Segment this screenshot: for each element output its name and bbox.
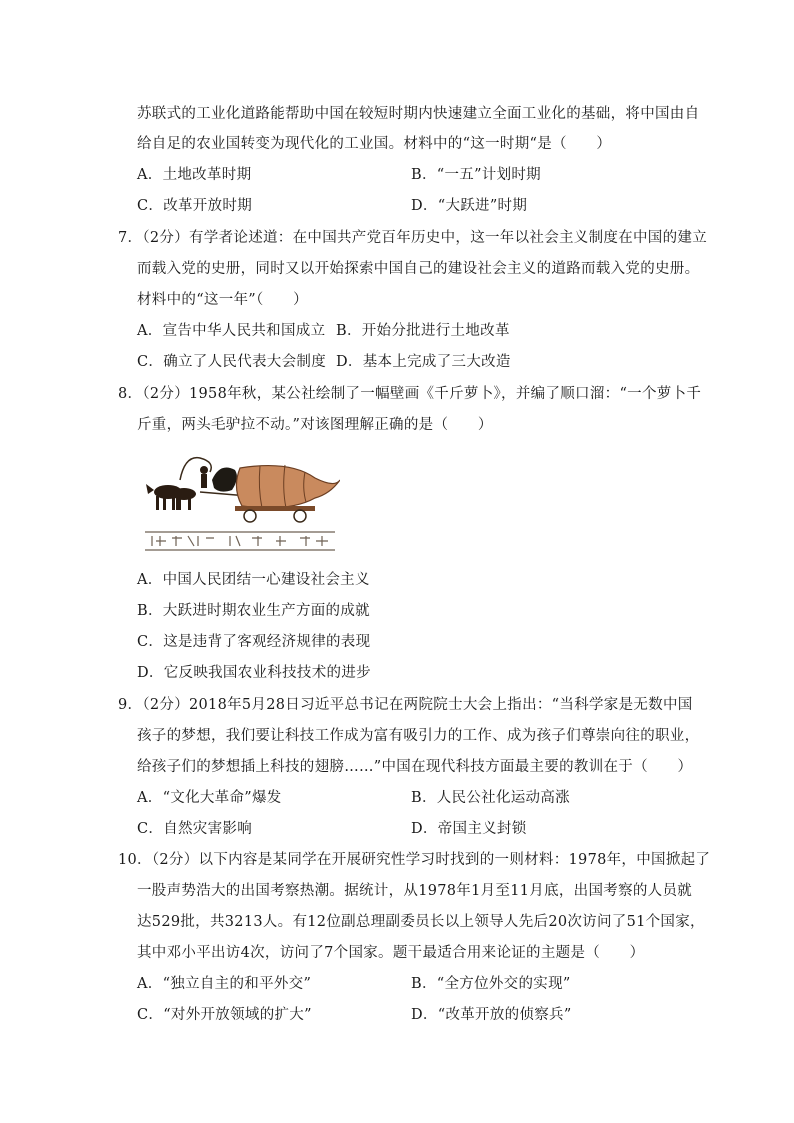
q8-stem-line-2: 斤重，两头毛驴拉不动。”对该图理解正确的是（ ）	[137, 417, 493, 433]
q7-option-a: A．宣告中华人民共和国成立	[137, 323, 326, 339]
q6-option-d: D．“大跃进”时期	[411, 198, 528, 214]
q9-stem-line-2: 孩子的梦想，我们要让科技工作成为富有吸引力的工作、成为孩子们尊崇向往的职业，	[137, 728, 700, 744]
q10-stem-line-4: 其中邓小平出访4次，访问了7个国家。题干最适合用来论证的主题是（ ）	[137, 945, 645, 961]
q7-stem-line-1: 7．（2分）有学者论述道：在中国共产党百年历史中，这一年以社会主义制度在中国的建立	[118, 230, 707, 246]
q7-option-b: B．开始分批进行土地改革	[336, 323, 510, 339]
q7-option-c: C．确立了人民代表大会制度	[137, 354, 326, 370]
q7-stem-line-3: 材料中的“这一年”（ ）	[137, 292, 308, 308]
q10-stem-line-1: 10．（2分）以下内容是某同学在开展研究性学习时找到的一则材料：1978年，中国掀起了	[118, 852, 711, 868]
q9-option-a: A．“文化大革命”爆发	[137, 790, 282, 806]
q10-option-c: C．“对外开放领域的扩大”	[137, 1007, 312, 1023]
q7-stem-line-2: 而载入党的史册，同时又以开始探索中国自己的建设社会主义的道路而载入党的史册。	[137, 261, 700, 277]
q6-option-c: C．改革开放时期	[137, 198, 252, 214]
q6-stem-line-2: 给自足的农业国转变为现代化的工业国。材料中的“这一时期“是（ ）	[137, 136, 612, 152]
carrot-mural-image	[140, 450, 340, 560]
q10-stem-line-2: 一股声势浩大的出国考察热潮。据统计，从1978年1月至11月底，出国考察的人员就	[137, 883, 693, 899]
q8-option-a: A．中国人民团结一心建设社会主义	[137, 572, 370, 588]
q9-option-d: D．帝国主义封锁	[411, 821, 527, 837]
q10-stem-line-3: 达529批，共3213人。有12位副总理副委员长以上领导人先后20次访问了51个国家，	[137, 914, 705, 930]
q8-option-b: B．大跃进时期农业生产方面的成就	[137, 603, 370, 619]
q9-stem-line-3: 给孩子们的梦想插上科技的翅膀……”中国在现代科技方面最主要的教训在于（ ）	[137, 759, 693, 775]
q7-option-d: D．基本上完成了三大改造	[336, 354, 511, 370]
q9-option-b: B．人民公社化运动高涨	[411, 790, 570, 806]
q6-option-b: B．“一五”计划时期	[411, 167, 541, 183]
q9-option-c: C．自然灾害影响	[137, 821, 252, 837]
q8-stem-line-1: 8．（2分）1958年秋，某公社绘制了一幅壁画《千斤萝卜》，并编了顺口溜：“一个萝卜千	[118, 386, 702, 402]
q9-stem-line-1: 9．（2分）2018年5月28日习近平总书记在两院院士大会上指出：“当科学家是无数中国	[118, 697, 693, 713]
q8-option-c: C．这是违背了客观经济规律的表现	[137, 634, 371, 650]
q10-option-d: D．“改革开放的侦察兵”	[411, 1007, 572, 1023]
q6-stem-line-1: 苏联式的工业化道路能帮助中国在较短时期内快速建立全面工业化的基础，将中国由自	[137, 106, 700, 122]
q6-option-a: A．土地改革时期	[137, 167, 252, 183]
q10-option-a: A．“独立自主的和平外交”	[137, 976, 312, 992]
q8-option-d: D．它反映我国农业科技技术的进步	[137, 665, 371, 681]
q10-option-b: B．“全方位外交的实现”	[411, 976, 571, 992]
